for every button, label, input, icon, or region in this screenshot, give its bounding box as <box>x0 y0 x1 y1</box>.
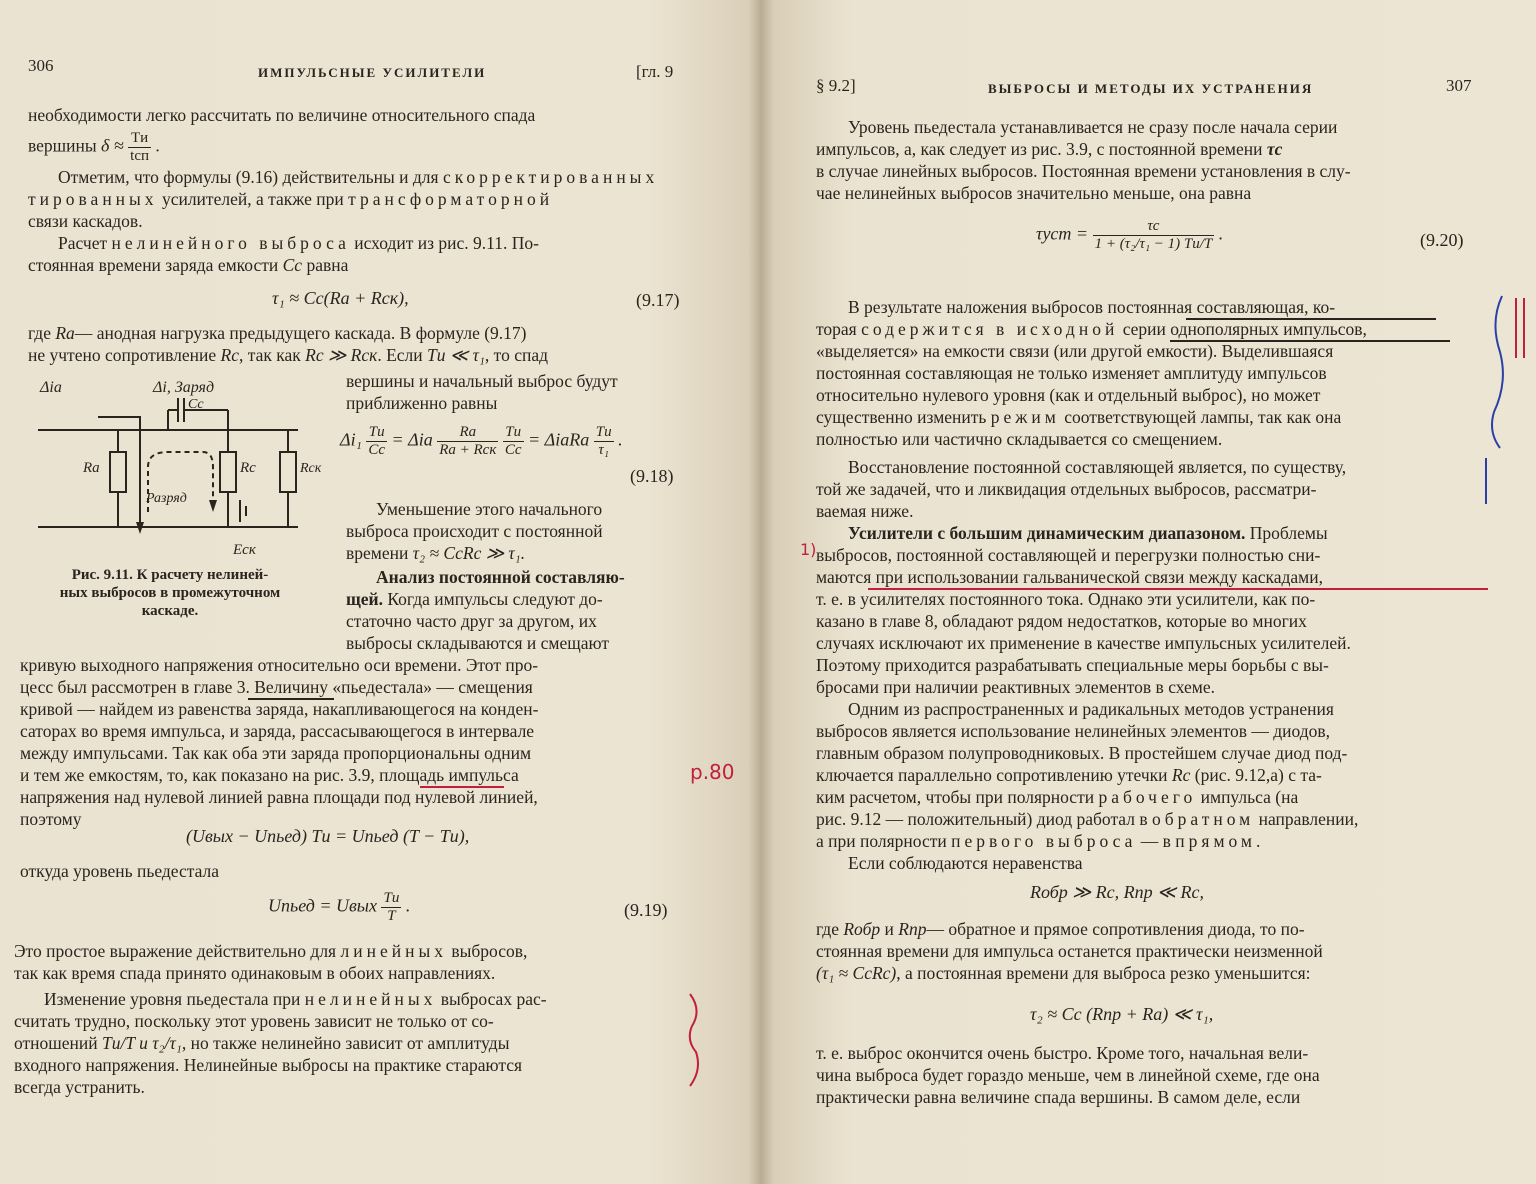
text-line: где Ra— анодная нагрузка предыдущего каскада. В формуле (9.17) <box>28 323 527 343</box>
label-ra: Ra <box>83 460 100 476</box>
text-line: Восстановление постоянной составляющей является, по существу, <box>848 457 1347 477</box>
text-line: импульсов, а, как следует из рис. 3.9, с постоянной времени τc <box>816 139 1283 159</box>
text-line: в случае линейных выбросов. Постоянная времени установления в слу- <box>816 161 1351 181</box>
text-line: всегда устранить. <box>14 1077 145 1097</box>
text-line: той же задачей, что и ликвидация отдельных выбросов, рассматри- <box>816 479 1317 499</box>
label-rc: Rc <box>240 460 256 476</box>
equation-9-19: Uпьед = Uвых $\frac{Tи}{T}$ . <box>268 890 411 924</box>
text-line: стоянная времени для импульса останется практически неизменной <box>816 941 1323 961</box>
text-line: т. е. выброс окончится очень быстро. Кроме того, начальная вели- <box>816 1043 1309 1063</box>
circuit-figure-9-11 <box>28 372 348 572</box>
text-line: (τ₁ ≈ CcRc), а постоянная времени для выброса резко уменьшится: <box>816 963 1311 983</box>
text-line: связи каскадов. <box>28 211 143 231</box>
pen-underline <box>868 588 1488 590</box>
pen-underline <box>1186 318 1436 320</box>
text-line: относительно нулевого уровня (как и отдельный выброс), но может <box>816 385 1321 405</box>
margin-note: p.80 <box>690 760 735 784</box>
text-line: ким расчетом, чтобы при полярности рабочего импульса (на <box>816 787 1299 807</box>
text-line: Отметим, что формулы (9.16) действительны и для скорректированных <box>58 167 659 187</box>
equation-number: (9.18) <box>630 466 674 486</box>
left-page-number: 306 <box>28 56 54 75</box>
blue-margin-brace <box>1484 292 1514 452</box>
pen-underline <box>1170 340 1450 342</box>
text-line: В результате наложения выбросов постоянная составляющая, ко- <box>848 297 1336 317</box>
text-line: откуда уровень пьедестала <box>20 861 220 881</box>
label-charge: Δi, Заряд <box>153 379 215 396</box>
label-delta-ia: Δia <box>40 379 62 396</box>
section-ref: § 9.2] <box>816 76 856 95</box>
text-line: вершины и начальный выброс будут <box>346 371 618 391</box>
text-line: выбросов является использование нелинейных элементов — диодов, <box>816 721 1331 741</box>
text-line: стоянная времени заряда емкости Cc равна <box>28 255 349 275</box>
text-line: напряжения над нулевой линией равна площади под нулевой линией, <box>20 787 538 807</box>
text-line: Это простое выражение действительно для линейных выбросов, <box>14 941 528 961</box>
pen-underline <box>420 786 504 788</box>
pen-underline <box>248 698 334 700</box>
text-line: полностью или частично складывается со смещением. <box>816 429 1223 449</box>
text-line: Изменение уровня пьедестала при нелинейных выбросах рас- <box>44 989 547 1009</box>
text-line: маются при использовании гальванической связи между каскадами, <box>816 567 1323 587</box>
label-discharge: Разряд <box>146 491 187 506</box>
text-line: не учтено сопротивление Rc, так как Rc ≫ Rск. Если Tи ≪ τ₁, то спад <box>28 345 549 365</box>
text-line: цесс был рассмотрен в главе 3. Величину «пьедестала» — смещения <box>20 677 533 697</box>
text-line: «выделяется» на емкости связи (или другой емкости). Выделившаяся <box>816 341 1334 361</box>
text-line: между импульсами. Так как оба эти заряда пропорциональны одним <box>20 743 532 763</box>
text-line: саторах во время импульса, и заряда, рассасывающегося в интервале <box>20 721 535 741</box>
red-margin-marks <box>1512 296 1532 366</box>
text-line: постоянная составляющая не только изменяет амплитуду импульсов <box>816 363 1327 383</box>
left-page <box>0 0 760 1184</box>
text-line: поэтому <box>20 809 82 829</box>
text-line: чина выброса будет гораздо меньше, чем в линейной схеме, где она <box>816 1065 1320 1085</box>
right-page <box>760 0 1536 1184</box>
equation-tau2: τ₂ ≈ Cc (Rпр + Ra) ≪ τ₁, <box>1030 1004 1214 1024</box>
label-cc: Cc <box>188 397 204 412</box>
text-line: Поэтому приходится разрабатывать специальные меры борьбы с вы- <box>816 655 1329 675</box>
text-line: необходимости легко рассчитать по величине относительного спада <box>28 105 536 125</box>
text-line: и тем же емкостям, то, как показано на рис. 3.9, площадь импульса <box>20 765 519 785</box>
text-line: щей. Когда импульсы следуют до- <box>346 589 603 609</box>
text-line: вершины δ ≈ $\frac{Tи}{\text{tсп}}$ . <box>28 130 160 164</box>
text-line: рис. 9.12 — положительный) диод работал в обратном направлении, <box>816 809 1359 829</box>
label-rsk: Rск <box>300 461 322 476</box>
equation-number: (9.20) <box>1420 230 1464 250</box>
text-line: считать трудно, поскольку этот уровень зависит не только от со- <box>14 1011 494 1031</box>
text-line: существенно изменить режим соответствующей лампы, так как она <box>816 407 1342 427</box>
text-line: торая содержится в исходной серии однополярных импульсов, <box>816 319 1367 339</box>
text-line: ключается параллельно сопротивлению утечки Rc (рис. 9.12,а) с та- <box>816 765 1322 785</box>
text-line: бросами при наличии реактивных элементов в схеме. <box>816 677 1216 697</box>
text-line: ваемая ниже. <box>816 501 914 521</box>
text-line: статочно часто друг за другом, их <box>346 611 597 631</box>
equation-9-20: τуст = $\frac{\tau c}{\text{1 + (τ₂/τ₁ − 1) Tи/T}}$ . <box>1036 218 1224 252</box>
label-esk: Eск <box>233 542 256 558</box>
subheading: Анализ постоянной составляю- <box>376 567 625 587</box>
text-line: времени τ₂ ≈ CcRc ≫ τ₁. <box>346 543 526 563</box>
text-line: Если соблюдаются неравенства <box>848 853 1083 873</box>
text-line: Расчет нелинейного выброса исходит из рис. 9.11. По- <box>58 233 539 253</box>
text-line: казано в главе 8, обладают рядом недостатков, которые во многих <box>816 611 1307 631</box>
text-line: Одним из распространенных и радикальных методов устранения <box>848 699 1334 719</box>
text-line: выбросы складываются и смещают <box>346 633 609 653</box>
text-line: выбросов, постоянной составляющей и перегрузки полностью сни- <box>816 545 1321 565</box>
figure-caption: Рис. 9.11. К расчету нелиней- ных выбросов в промежуточном каскаде. <box>59 567 281 619</box>
text-line: Уменьшение этого начального <box>376 499 603 519</box>
text-line: так как время спада принято одинаковым в обоих направлениях. <box>14 963 496 983</box>
equation-number: (9.19) <box>624 900 668 920</box>
text-line: чае нелинейных выбросов значительно меньше, она равна <box>816 183 1252 203</box>
equation-number: (9.17) <box>636 290 680 310</box>
text-line: тированных усилителей, а также при трансформаторной <box>28 189 554 209</box>
equation-9-18: Δi₁ $\frac{Tи}{Cc}$ = Δia $\frac{Ra}{\text{Ra + Rск}}$ $\frac{Tи}{Cc}$ = ΔiaRa $\frac{Tи}{\text{τ₁}}$ . <box>340 424 623 458</box>
right-page-number: 307 <box>1446 76 1472 95</box>
text-line: кривой — найдем из равенства заряда, накапливающегося на конден- <box>20 699 539 719</box>
text-line: Уровень пьедестала устанавливается не сразу после начала серии <box>848 117 1338 137</box>
text-line: главным образом полупроводниковых. В простейшем случае диод под- <box>816 743 1348 763</box>
left-running-head: ИМПУЛЬСНЫЕ УСИЛИТЕЛИ <box>258 65 487 80</box>
text-line: входного напряжения. Нелинейные выбросы на практике стараются <box>14 1055 523 1075</box>
blue-margin-bar <box>1480 456 1492 506</box>
right-running-head: ВЫБРОСЫ И МЕТОДЫ ИХ УСТРАНЕНИЯ <box>988 81 1314 96</box>
text-line: т. е. в усилителях постоянного тока. Однако эти усилители, как по- <box>816 589 1316 609</box>
red-margin-brace <box>684 990 708 1090</box>
text-line: кривую выходного напряжения относительно оси времени. Этот про- <box>20 655 539 675</box>
text-line: приближенно равны <box>346 393 498 413</box>
left-chapter-ref: [гл. 9 <box>636 62 674 81</box>
text-line: случаях исключают их применение в качестве импульсных усилителей. <box>816 633 1351 653</box>
text-line: отношений Tи/T и τ₂/τ₁, но также нелинейно зависит от амплитуды <box>14 1033 510 1053</box>
equation-9-17: τ₁ ≈ Cc(Ra + Rск), <box>272 288 409 308</box>
inequalities: Rобр ≫ Rc, Rпр ≪ Rc, <box>1030 882 1204 902</box>
text-line: а при полярности первого выброса — в прямом. <box>816 831 1265 851</box>
book-gutter <box>748 0 774 1184</box>
text-line: выброса происходит с постоянной <box>346 521 603 541</box>
equation-pedestal: (Uвых − Uпьед) Tи = Uпьед (T − Tи), <box>186 826 470 846</box>
margin-note: 1) <box>800 540 817 559</box>
subheading: Усилители с большим динамическим диапазоном. Проблемы <box>848 523 1328 543</box>
text-line: практически равна величине спада вершины. В самом деле, если <box>816 1087 1301 1107</box>
text-line: где Rобр и Rпр— обратное и прямое сопротивления диода, то по- <box>816 919 1305 939</box>
